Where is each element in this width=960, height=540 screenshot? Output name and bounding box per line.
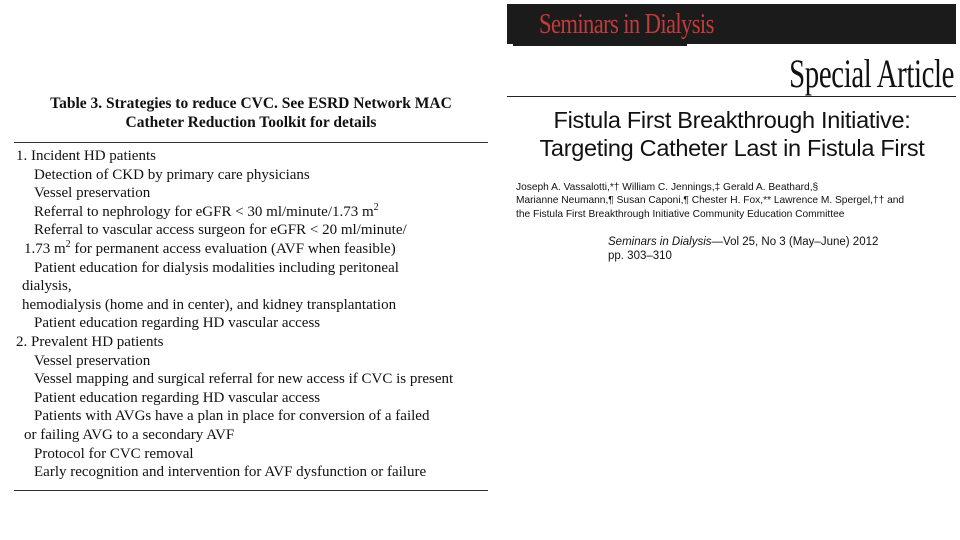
authors-line-2: Marianne Neumann,¶ Susan Caponi,¶ Chester H. Fox,** Lawrence M. Spergel,†† and <box>516 195 905 207</box>
table-line <box>14 389 488 408</box>
table-line <box>14 184 488 203</box>
table-line <box>14 277 488 296</box>
table-line <box>14 463 488 482</box>
table-line <box>14 445 488 464</box>
citation <box>608 235 958 263</box>
header-rule <box>507 96 956 97</box>
article-title-line-1: Fistula First Breakthrough Initiative: <box>553 107 911 133</box>
table-line <box>14 314 488 333</box>
journal-name-underline <box>513 44 687 46</box>
citation-pages: pp. 303–310 <box>608 250 672 262</box>
authors-line-3: the Fistula First Breakthrough Initiative Community Education Committee <box>516 208 845 220</box>
table-line <box>14 259 488 278</box>
table-line-text: Vessel preservation <box>34 185 151 202</box>
table-line-text: Patient education regarding HD vascular access <box>34 389 321 406</box>
authors-line-1: Joseph A. Vassalotti,*† William C. Jennings,‡ Gerald A. Beathard,§ <box>516 182 819 193</box>
table-line-text: Protocol for CVC removal <box>34 445 194 462</box>
table-line-text: hemodialysis (home and in center), and kidney transplantation <box>22 296 397 313</box>
table-caption-line-2: Catheter Reduction Toolkit for details <box>125 114 377 131</box>
table-line <box>14 203 488 222</box>
citation-volume: —Vol 25, No 3 (May–June) 2012 <box>711 236 879 248</box>
table-line <box>14 240 488 259</box>
article-title-line-2: Targeting Catheter Last in Fistula First <box>539 135 925 161</box>
table-line-text: dialysis, <box>22 278 72 295</box>
table-line <box>14 352 488 371</box>
table-line-text: Vessel preservation <box>34 352 151 369</box>
table-line-text: Referral to nephrology for eGFR < 30 ml/minute/1.73 m <box>34 203 374 220</box>
journal-banner <box>507 4 956 44</box>
table-line <box>14 407 488 426</box>
journal-name: Seminars in Dialysis <box>539 8 714 40</box>
article-type-label: Special Article <box>789 51 954 96</box>
table-line-text: or failing AVG to a secondary AVF <box>24 426 235 443</box>
table-line <box>14 296 488 315</box>
author-list <box>516 181 956 221</box>
table-line-text: Vessel mapping and surgical referral for new access if CVC is present <box>34 371 454 388</box>
table-section-heading <box>14 147 488 166</box>
table-line-text: for permanent access evaluation (AVF when feasible) <box>70 240 396 257</box>
table-line-text: Referral to vascular access surgeon for eGFR < 20 ml/minute/ <box>34 222 407 239</box>
table-line <box>14 221 488 240</box>
table-line-text: Patient education for dialysis modalities including peritoneal <box>34 259 399 276</box>
superscript: 2 <box>65 238 71 250</box>
table-line-text: 1. Incident HD patients <box>16 148 156 164</box>
superscript: 2 <box>373 201 379 213</box>
table-line-text: 1.73 m <box>24 240 66 257</box>
table-bottom-rule <box>14 490 488 491</box>
table-caption-line-1: Table 3. Strategies to reduce CVC. See ESRD Network MAC <box>50 95 452 112</box>
table-caption <box>14 94 488 132</box>
table-line-text: Patients with AVGs have a plan in place for conversion of a failed <box>34 408 430 425</box>
table-line-text: Early recognition and intervention for AVF dysfunction or failure <box>34 464 427 481</box>
strategies-table <box>14 94 488 491</box>
table-body <box>14 147 488 482</box>
article-title <box>507 106 957 162</box>
table-section-heading <box>14 333 488 352</box>
table-line-text: 2. Prevalent HD patients <box>16 333 164 350</box>
table-line-text: Detection of CKD by primary care physicians <box>34 166 310 183</box>
citation-journal: Seminars in Dialysis <box>608 236 712 248</box>
table-line <box>14 370 488 389</box>
table-line <box>14 426 488 445</box>
table-line-text: Patient education regarding HD vascular access <box>34 315 321 332</box>
table-top-rule <box>14 142 488 143</box>
table-line <box>14 166 488 185</box>
